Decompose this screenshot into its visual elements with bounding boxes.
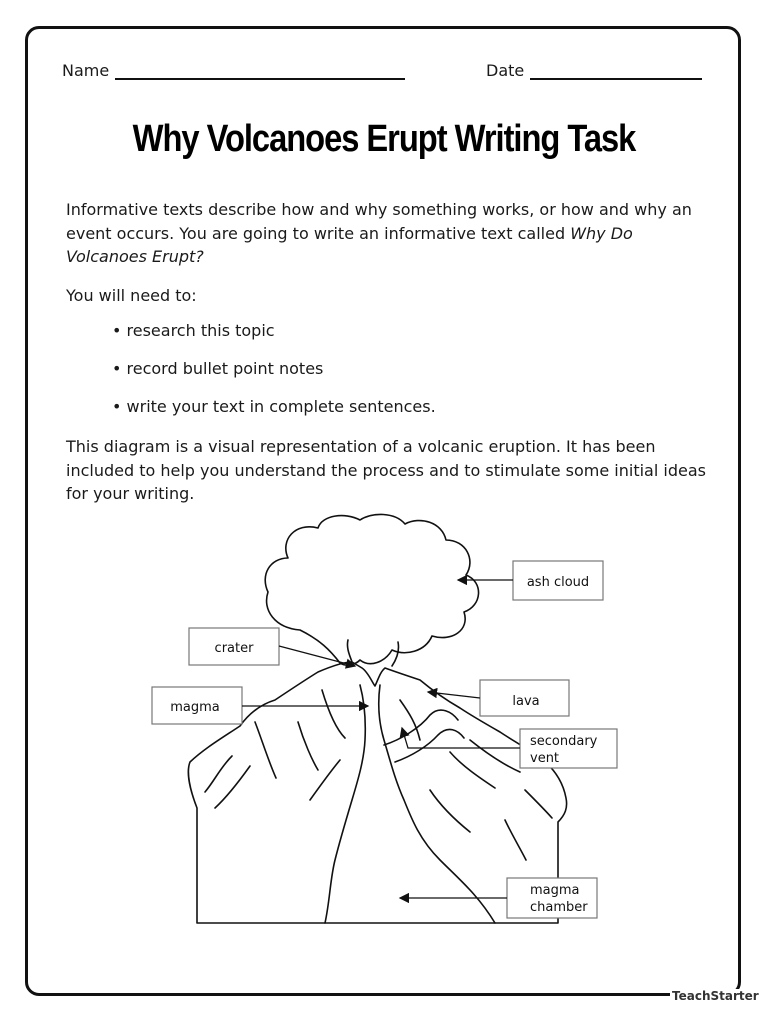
- date-label: Date: [486, 61, 525, 80]
- crater-label: crater: [214, 641, 254, 656]
- intro-text: Informative texts describe how and why something works, or how and why an event occurs. You are going to write an informative text called: [66, 200, 692, 243]
- ash-cloud-label: ash cloud: [526, 575, 590, 590]
- ash-cloud-shape: [265, 514, 478, 665]
- bullet-item: • write your text in complete sentences.: [112, 397, 436, 416]
- intro-italic-title: Why Do Volcanoes Erupt?: [66, 223, 633, 266]
- secondary-vent-label-line2: vent: [530, 751, 560, 766]
- central-vent: [325, 685, 495, 923]
- diagram-paragraph: This diagram is a visual representation of a volcanic eruption. It has been included to help you understand the process and to stimulate some initial ideas for your writing.: [66, 437, 706, 503]
- magma-label: magma: [170, 700, 220, 715]
- right-slope-detail: [400, 700, 552, 860]
- bullet-item: • research this topic: [112, 321, 275, 340]
- magma-chamber-label-line2: chamber: [530, 900, 588, 915]
- name-label: Name: [62, 61, 110, 80]
- lava-label: lava: [512, 694, 540, 709]
- magma-chamber-label-line1: magma: [530, 883, 580, 898]
- need-label: You will need to:: [66, 286, 197, 305]
- crater-arrow: [279, 646, 355, 666]
- bullet-item: • record bullet point notes: [112, 359, 324, 378]
- teachstarter-logo: TeachStarter: [672, 989, 759, 1003]
- lava-arrow: [428, 692, 480, 698]
- secondary-vent-label-line1: secondary: [530, 734, 598, 749]
- page-title: Why Volcanoes Erupt Writing Task: [132, 118, 636, 160]
